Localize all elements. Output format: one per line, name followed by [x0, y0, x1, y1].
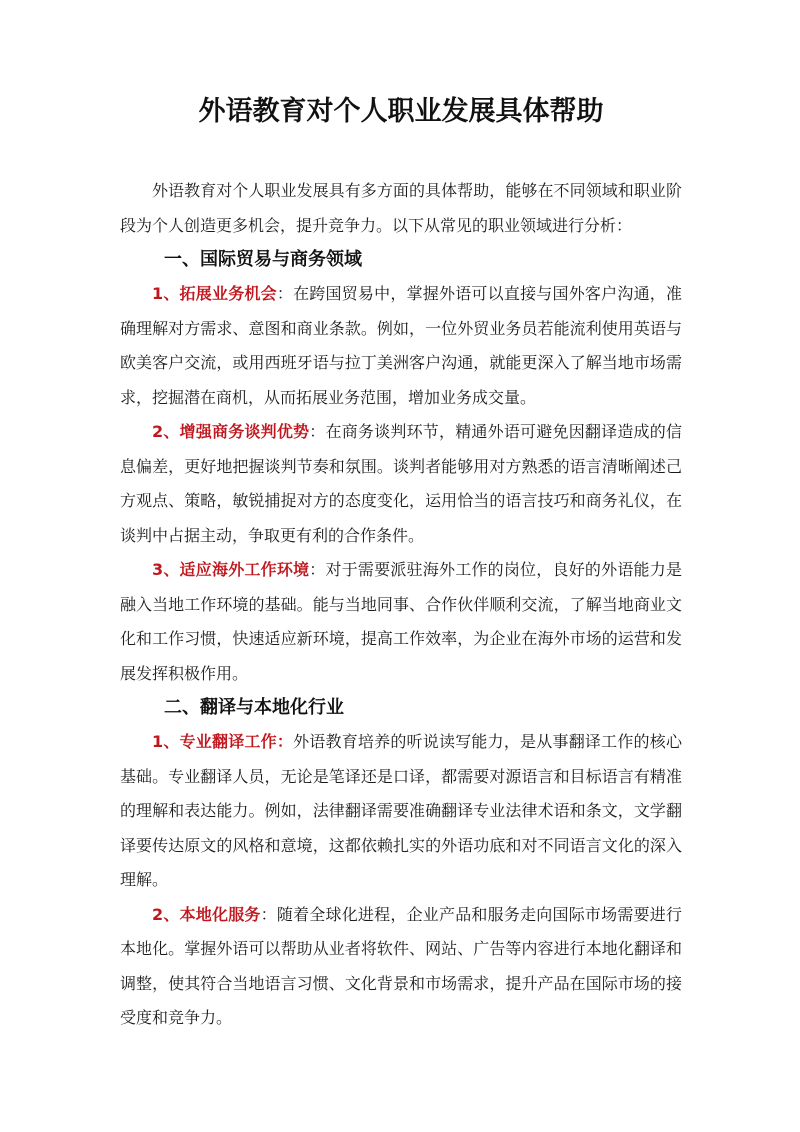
item-text: ：在商务谈判环节，精通外语可避免因翻译造成的信息偏差，更好地把握谈判节奏和氛围。谈判者能够用对方熟悉的语言清晰阐述己方观点、策略，敏锐捕捉对方的态度变化，运用恰当的语言技巧和商务礼仪，在谈判中占据主动，争取更有利的合作条件。	[120, 422, 682, 545]
section-translation	[120, 691, 682, 1036]
item-text: ：随着全球化进程，企业产品和服务走向国际市场需要进行本地化。掌握外语可以帮助从业者将软件、网站、广告等内容进行本地化翻译和调整，使其符合当地语言习惯、文化背景和市场需求，提升产品在国际市场的接受度和竞争力。	[120, 904, 682, 1027]
section-item	[120, 553, 682, 691]
section-trade	[120, 243, 682, 691]
item-lead: 3、适应海外工作环境	[152, 560, 310, 579]
item-lead: 2、本地化服务	[152, 904, 261, 924]
item-text: 外语教育培养的听说读写能力，是从事翻译工作的核心基础。专业翻译人员，无论是笔译还是口译，都需要对源语言和目标语言有精准的理解和表达能力。例如，法律翻译需要准确翻译专业法律术语和条文，文学翻译要传达原文的风格和意境，这都依赖扎实的外语功底和对不同语言文化的深入理解。	[120, 732, 682, 889]
document-title: 外语教育对个人职业发展具体帮助	[198, 96, 604, 127]
item-lead: 2、增强商务谈判优势	[152, 422, 310, 441]
item-lead: 1、专业翻译工作：	[152, 732, 294, 751]
item-text: ：在跨国贸易中，掌握外语可以直接与国外客户沟通，准确理解对方需求、意图和商业条款。例如，一位外贸业务员若能流利使用英语与欧美客户交流，或用西班牙语与拉丁美洲客户沟通，就能更深入了解当地市场需求，挖掘潜在商机，从而拓展业务范围，增加业务成交量。	[120, 284, 682, 407]
section-item	[120, 277, 682, 415]
item-text: ：对于需要派驻海外工作的岗位，良好的外语能力是融入当地工作环境的基础。能与当地同事、合作伙伴顺利交流，了解当地商业文化和工作习惯，快速适应新环境，提高工作效率，为企业在海外市场的运营和发展发挥积极作用。	[120, 560, 682, 683]
section-heading: 二、翻译与本地化行业	[164, 697, 344, 718]
item-lead: 1、拓展业务机会	[152, 284, 277, 303]
section-heading: 一、国际贸易与商务领域	[164, 249, 362, 270]
intro-paragraph: 外语教育对个人职业发展具有多方面的具体帮助，能够在不同领域和职业阶段为个人创造更多机会，提升竞争力。以下从常见的职业领域进行分析：	[120, 181, 682, 235]
section-item	[120, 415, 682, 553]
section-item	[120, 898, 682, 1036]
section-item	[120, 725, 682, 898]
